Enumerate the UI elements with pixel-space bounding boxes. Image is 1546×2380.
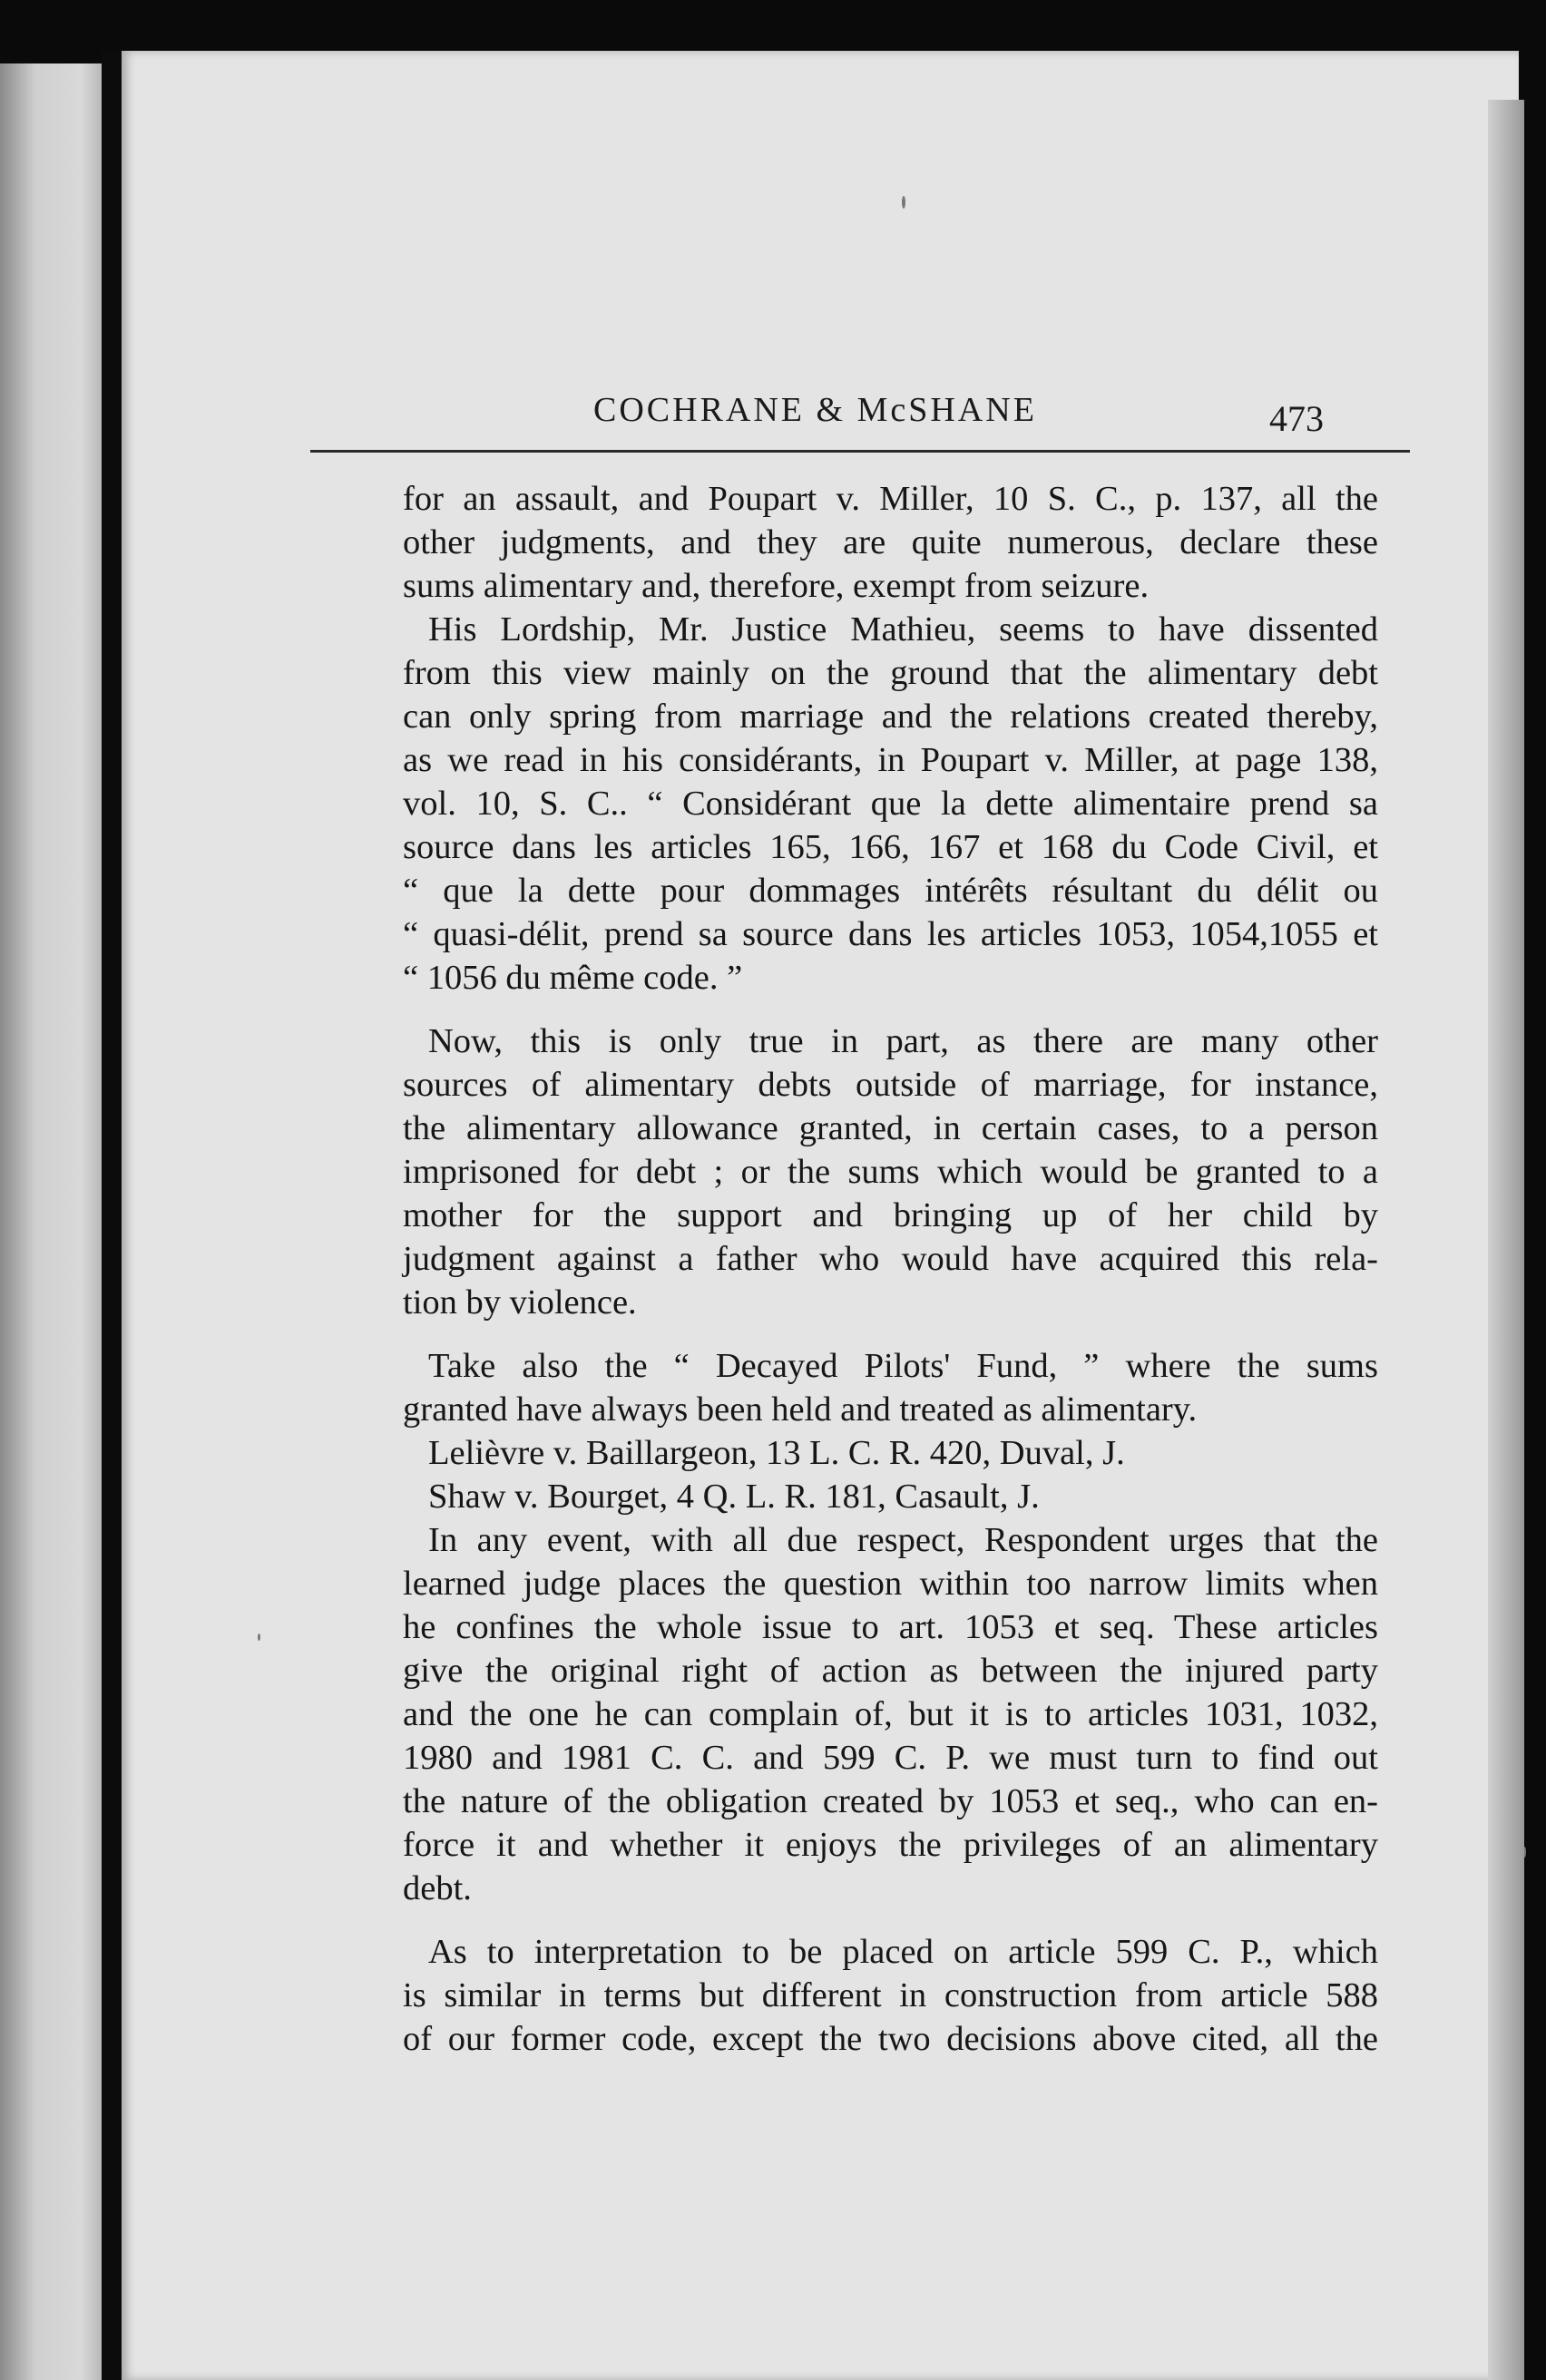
- text-line: from this view mainly on the ground that the alimentary debt: [403, 654, 1378, 692]
- page-number: 473: [1269, 398, 1324, 439]
- text-line: granted have always been held and treated as alimentary.: [403, 1390, 1198, 1429]
- text-line: His Lordship, Mr. Justice Mathieu, seems to have dissented: [428, 610, 1378, 649]
- text-line: is similar in terms but different in construction from article 588: [403, 1976, 1378, 2014]
- text-line: the nature of the obligation created by 1053 et seq., who can en-: [403, 1782, 1378, 1820]
- text-line: give the original right of action as between the injured party: [403, 1652, 1378, 1690]
- text-line: sums alimentary and, therefore, exempt from seizure.: [403, 567, 1150, 605]
- paragraph-2: [403, 608, 1378, 1000]
- text-line: other judgments, and they are quite numerous, declare these: [403, 523, 1378, 561]
- page-body: [403, 477, 1378, 2061]
- header-rule: [310, 450, 1410, 453]
- book-gutter: [102, 51, 122, 2380]
- paragraph-1: [403, 477, 1378, 608]
- text-line: sources of alimentary debts outside of marriage, for instance,: [403, 1066, 1378, 1104]
- text-line: “ que la dette pour dommages intérêts résultant du délit ou: [403, 872, 1378, 910]
- paragraph-3: [403, 1019, 1378, 1324]
- text-line: Now, this is only true in part, as there are many other: [428, 1022, 1378, 1060]
- running-head-title: COCHRANE & McSHANE: [593, 391, 1037, 429]
- text-line: source dans les articles 165, 166, 167 et 168 du Code Civil, et: [403, 828, 1378, 866]
- book-page: [122, 51, 1519, 2380]
- page-edge-shadow: [1488, 100, 1524, 2380]
- citation-2: [403, 1475, 1378, 1518]
- text-line: force it and whether it enjoys the privileges of an alimentary: [403, 1826, 1378, 1864]
- text-line: “ 1056 du même code. ”: [403, 959, 743, 997]
- text-line: the alimentary allowance granted, in certain cases, to a person: [403, 1109, 1378, 1147]
- text-line: judgment against a father who would have acquired this rela-: [403, 1240, 1378, 1278]
- text-line: mother for the support and bringing up of her child by: [403, 1196, 1378, 1234]
- text-line: “ quasi-délit, prend sa source dans les articles 1053, 1054,1055 et: [403, 915, 1378, 953]
- text-line: learned judge places the question within too narrow limits when: [403, 1565, 1378, 1603]
- text-line: vol. 10, S. C.. “ Considérant que la dette alimentaire prend sa: [403, 785, 1378, 823]
- text-line: for an assault, and Poupart v. Miller, 10 S. C., p. 137, all the: [403, 480, 1378, 518]
- citation-line: Lelièvre v. Baillargeon, 13 L. C. R. 420, Duval, J.: [428, 1434, 1125, 1472]
- text-line: As to interpretation to be placed on article 599 C. P., which: [428, 1933, 1378, 1971]
- text-line: imprisoned for debt ; or the sums which would be granted to a: [403, 1153, 1378, 1191]
- text-line: he confines the whole issue to art. 1053 et seq. These articles: [403, 1608, 1378, 1646]
- paragraph-5: [403, 1518, 1378, 1910]
- facing-page-edge: [0, 63, 102, 2380]
- scan-speck: [258, 1634, 260, 1641]
- text-line: tion by violence.: [403, 1283, 637, 1322]
- scan-speck: [902, 196, 905, 209]
- text-line: and the one he can complain of, but it is to articles 1031, 1032,: [403, 1695, 1378, 1733]
- citation-line: Shaw v. Bourget, 4 Q. L. R. 181, Casault, J.: [428, 1478, 1040, 1516]
- paragraph-4: [403, 1344, 1378, 1431]
- text-line: as we read in his considérants, in Poupart v. Miller, at page 138,: [403, 741, 1378, 779]
- text-line: Take also the “ Decayed Pilots' Fund, ” where the sums: [428, 1347, 1378, 1385]
- paragraph-6: [403, 1930, 1378, 2061]
- text-line: 1980 and 1981 C. C. and 599 C. P. we must turn to find out: [403, 1739, 1378, 1777]
- text-line: debt.: [403, 1869, 472, 1907]
- text-line: In any event, with all due respect, Respondent urges that the: [428, 1521, 1378, 1559]
- text-line: can only spring from marriage and the relations created thereby,: [403, 697, 1378, 736]
- citation-1: [403, 1431, 1378, 1475]
- text-line: of our former code, except the two decisions above cited, all the: [403, 2020, 1378, 2058]
- running-head: [122, 341, 1519, 439]
